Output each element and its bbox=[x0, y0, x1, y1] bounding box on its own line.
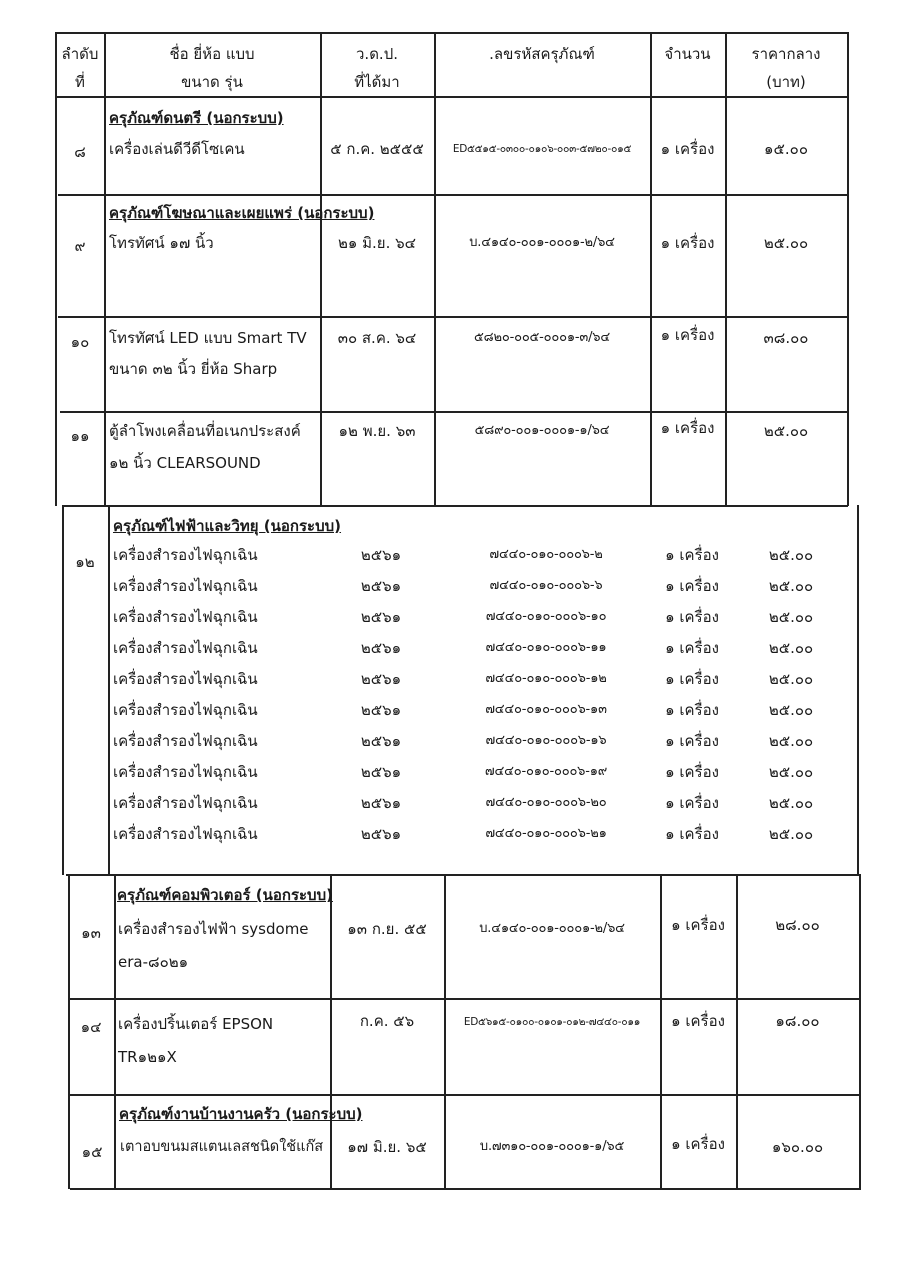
ups-item-qty: ๑ เครื่อง bbox=[665, 732, 719, 750]
ups-item-price: ๒๕.๐๐ bbox=[768, 639, 814, 657]
item-name: โทรทัศน์ ๑๗ นิ้ว bbox=[109, 234, 214, 252]
ups-item-price: ๒๕.๐๐ bbox=[768, 732, 814, 750]
item-date: ๕ ก.ค. ๒๕๕๕ bbox=[330, 140, 424, 158]
ups-item-name: เครื่องสำรองไฟฉุกเฉิน bbox=[113, 825, 258, 843]
item-name: เครื่องเล่นดีวีดีโซเคน bbox=[109, 140, 245, 158]
ups-item-price: ๒๕.๐๐ bbox=[768, 794, 814, 812]
ups-item-name: เครื่องสำรองไฟฉุกเฉิน bbox=[113, 670, 258, 688]
item-name: เครื่องสำรองไฟฟ้า sysdome bbox=[118, 920, 309, 938]
item-name: โทรทัศน์ LED แบบ Smart TV bbox=[109, 329, 307, 347]
item-no: ๑๑ bbox=[70, 427, 90, 445]
item-name-line2: ๑๒ นิ้ว CLEARSOUND bbox=[109, 454, 261, 472]
item-no: ๑๔ bbox=[80, 1018, 102, 1036]
item-date: ๒๑ มิ.ย. ๖๔ bbox=[337, 234, 417, 252]
ups-item-code: ๗๔๔๐-๐๑๐-๐๐๐๖-๑๑ bbox=[485, 640, 607, 655]
item-no: ๘ bbox=[74, 143, 86, 161]
item-qty: ๑ เครื่อง bbox=[660, 140, 715, 158]
table-right-border bbox=[847, 32, 849, 506]
ups-item-name: เครื่องสำรองไฟฉุกเฉิน bbox=[113, 732, 258, 750]
item-code: บ.๔๑๔๐-๐๐๑-๐๐๐๑-๒/๖๔ bbox=[469, 235, 615, 250]
ups-item-year: ๒๕๖๑ bbox=[360, 794, 402, 812]
item-name: เครื่องปริ้นเตอร์ EPSON bbox=[118, 1015, 274, 1033]
item-code: ๕๘๒๐-๐๐๕-๐๐๐๑-๓/๖๔ bbox=[474, 330, 610, 345]
item-qty: ๑ เครื่อง bbox=[660, 234, 715, 252]
ups-item-price: ๒๕.๐๐ bbox=[768, 546, 814, 564]
item-code: ED๕๕๑๕-๐๓๐๐-๐๑๐๖-๐๐๓-๕๗๒๐-๐๑๕ bbox=[452, 143, 632, 155]
header-date-label: ว.ด.ป. bbox=[356, 45, 398, 63]
item-qty: ๑ เครื่อง bbox=[671, 1012, 725, 1030]
ups-item-year: ๒๕๖๑ bbox=[360, 670, 402, 688]
item-price: ๒๕.๐๐ bbox=[763, 422, 809, 440]
section-heading-computer: ครุภัณฑ์คอมพิวเตอร์ (นอกระบบ) bbox=[117, 886, 333, 904]
item-price: ๑๕.๐๐ bbox=[764, 140, 808, 158]
section-heading-kitchen: ครุภัณฑ์งานบ้านงานครัว (นอกระบบ) bbox=[119, 1105, 363, 1123]
item-no: ๑๒ bbox=[75, 553, 95, 571]
item-no: ๑๕ bbox=[81, 1143, 103, 1161]
ups-item-code: ๗๔๔๐-๐๑๐-๐๐๐๖-๑๙ bbox=[484, 764, 608, 779]
item-name-line2: era-๘๐๒๑ bbox=[118, 953, 189, 971]
item-name: เตาอบขนมสแตนเลสชนิดใช้แก๊ส bbox=[120, 1139, 324, 1155]
ups-item-year: ๒๕๖๑ bbox=[360, 639, 402, 657]
table-top-border bbox=[55, 32, 848, 34]
item-date: ก.ค. ๕๖ bbox=[359, 1012, 415, 1030]
ups-item-code: ๗๔๔๐-๐๑๐-๐๐๐๖-๒ bbox=[489, 547, 603, 562]
item-price: ๓๘.๐๐ bbox=[763, 329, 809, 347]
item-code: บ.๗๓๑๐-๐๐๑-๐๐๐๑-๑/๖๕ bbox=[479, 1139, 625, 1154]
ups-item-name: เครื่องสำรองไฟฉุกเฉิน bbox=[113, 608, 258, 626]
ups-item-code: ๗๔๔๐-๐๑๐-๐๐๐๖-๒๐ bbox=[485, 795, 607, 810]
header-price-label: ราคากลาง bbox=[751, 45, 821, 63]
item-code: ED๕๖๑๕-๐๑๐๐-๐๑๐๑-๐๑๒-๗๔๔๐-๐๑๑ bbox=[463, 1016, 641, 1028]
row-divider bbox=[58, 194, 848, 196]
item-qty: ๑ เครื่อง bbox=[671, 1135, 725, 1153]
header-no-label: ลำดับ bbox=[61, 45, 99, 63]
item-no: ๑๓ bbox=[81, 924, 101, 942]
ups-item-price: ๒๕.๐๐ bbox=[768, 608, 814, 626]
item-price: ๒๕.๐๐ bbox=[763, 234, 809, 252]
row-divider bbox=[70, 1094, 861, 1096]
ups-item-name: เครื่องสำรองไฟฉุกเฉิน bbox=[113, 794, 258, 812]
table-right-border bbox=[857, 505, 859, 875]
header-date-label-2: ที่ได้มา bbox=[354, 73, 400, 91]
ups-item-name: เครื่องสำรองไฟฉุกเฉิน bbox=[113, 701, 258, 719]
section-heading-music: ครุภัณฑ์ดนตรี (นอกระบบ) bbox=[109, 109, 284, 127]
ups-item-year: ๒๕๖๑ bbox=[360, 763, 402, 781]
ups-item-qty: ๑ เครื่อง bbox=[665, 577, 719, 595]
item-date: ๑๗ มิ.ย. ๖๕ bbox=[347, 1138, 427, 1156]
item-qty: ๑ เครื่อง bbox=[660, 326, 715, 344]
col-line bbox=[108, 505, 110, 875]
ups-item-qty: ๑ เครื่อง bbox=[665, 763, 719, 781]
ups-item-qty: ๑ เครื่อง bbox=[665, 608, 719, 626]
row-divider bbox=[58, 316, 848, 318]
ups-item-code: ๗๔๔๐-๐๑๐-๐๐๐๖-๒๑ bbox=[485, 826, 607, 841]
ups-item-year: ๒๕๖๑ bbox=[360, 701, 402, 719]
header-no-label-2: ที่ bbox=[75, 73, 85, 91]
ups-item-code: ๗๔๔๐-๐๑๐-๐๐๐๖-๑๒ bbox=[485, 671, 607, 686]
header-name-label: ชื่อ ยี่ห้อ แบบ bbox=[169, 45, 255, 63]
ups-item-price: ๒๕.๐๐ bbox=[768, 670, 814, 688]
ups-item-price: ๒๕.๐๐ bbox=[768, 577, 814, 595]
item-no: ๑๐ bbox=[70, 333, 90, 351]
ups-item-code: ๗๔๔๐-๐๑๐-๐๐๐๖-๑๐ bbox=[485, 609, 607, 624]
ups-item-name: เครื่องสำรองไฟฉุกเฉิน bbox=[113, 763, 258, 781]
ups-item-year: ๒๕๖๑ bbox=[360, 825, 402, 843]
item-code: บ.๔๑๔๐-๐๐๑-๐๐๐๑-๒/๖๔ bbox=[479, 921, 625, 936]
item-name-line2: TR๑๒๑X bbox=[118, 1048, 177, 1066]
ups-item-name: เครื่องสำรองไฟฉุกเฉิน bbox=[113, 577, 258, 595]
item-qty: ๑ เครื่อง bbox=[671, 916, 725, 934]
col-line bbox=[114, 874, 116, 1189]
ups-item-qty: ๑ เครื่อง bbox=[665, 546, 719, 564]
ups-item-price: ๒๕.๐๐ bbox=[768, 825, 814, 843]
ups-item-qty: ๑ เครื่อง bbox=[665, 701, 719, 719]
ups-item-price: ๒๕.๐๐ bbox=[768, 763, 814, 781]
ups-item-year: ๒๕๖๑ bbox=[360, 546, 402, 564]
row-divider bbox=[62, 505, 848, 507]
ups-item-qty: ๑ เครื่อง bbox=[665, 670, 719, 688]
header-price-label-2: (บาท) bbox=[766, 73, 806, 91]
item-code: ๕๘๙๐-๐๐๑-๐๐๐๑-๑/๖๔ bbox=[474, 423, 610, 438]
ups-item-year: ๒๕๖๑ bbox=[360, 577, 402, 595]
row-divider bbox=[60, 411, 848, 413]
ups-item-year: ๒๕๖๑ bbox=[360, 732, 402, 750]
item-date: ๑๒ พ.ย. ๖๓ bbox=[338, 422, 416, 440]
item-date: ๑๓ ก.ย. ๕๕ bbox=[347, 920, 427, 938]
item-price: ๑๘.๐๐ bbox=[775, 1012, 820, 1030]
ups-item-name: เครื่องสำรองไฟฉุกเฉิน bbox=[113, 546, 258, 564]
table-bottom-border bbox=[70, 1188, 861, 1190]
item-no: ๙ bbox=[74, 237, 86, 255]
header-bottom-border bbox=[55, 96, 848, 98]
item-qty: ๑ เครื่อง bbox=[660, 419, 715, 437]
ups-item-code: ๗๔๔๐-๐๑๐-๐๐๐๖-๑๓ bbox=[485, 702, 607, 717]
ups-item-qty: ๑ เครื่อง bbox=[665, 825, 719, 843]
header-code-label: .ลขรหัสครุภัณฑ์ bbox=[489, 45, 595, 63]
ups-item-price: ๒๕.๐๐ bbox=[768, 701, 814, 719]
ups-item-name: เครื่องสำรองไฟฉุกเฉิน bbox=[113, 639, 258, 657]
ups-item-qty: ๑ เครื่อง bbox=[665, 794, 719, 812]
ups-item-qty: ๑ เครื่อง bbox=[665, 639, 719, 657]
item-name-line2: ขนาด ๓๒ นิ้ว ยี่ห้อ Sharp bbox=[109, 360, 278, 378]
ups-item-code: ๗๔๔๐-๐๑๐-๐๐๐๖-๑๖ bbox=[485, 733, 607, 748]
ups-item-code: ๗๔๔๐-๐๑๐-๐๐๐๖-๖ bbox=[489, 578, 603, 593]
item-date: ๓๐ ส.ค. ๖๔ bbox=[337, 329, 417, 347]
header-name-label-2: ขนาด รุ่น bbox=[181, 73, 243, 91]
item-price: ๑๖๐.๐๐ bbox=[771, 1138, 824, 1156]
row-divider bbox=[68, 998, 859, 1000]
row-divider bbox=[66, 874, 859, 876]
item-name: ตู้ลำโพงเคลื่อนที่อเนกประสงค์ bbox=[109, 422, 301, 440]
section-heading-advert: ครุภัณฑ์โฆษณาและเผยแพร่ (นอกระบบ) bbox=[109, 204, 375, 222]
section-heading-electric: ครุภัณฑ์ไฟฟ้าและวิทยุ (นอกระบบ) bbox=[113, 517, 342, 535]
item-price: ๒๘.๐๐ bbox=[775, 916, 820, 934]
ups-item-year: ๒๕๖๑ bbox=[360, 608, 402, 626]
header-qty-label: จำนวน bbox=[664, 45, 711, 63]
table-right-border bbox=[859, 874, 861, 1189]
